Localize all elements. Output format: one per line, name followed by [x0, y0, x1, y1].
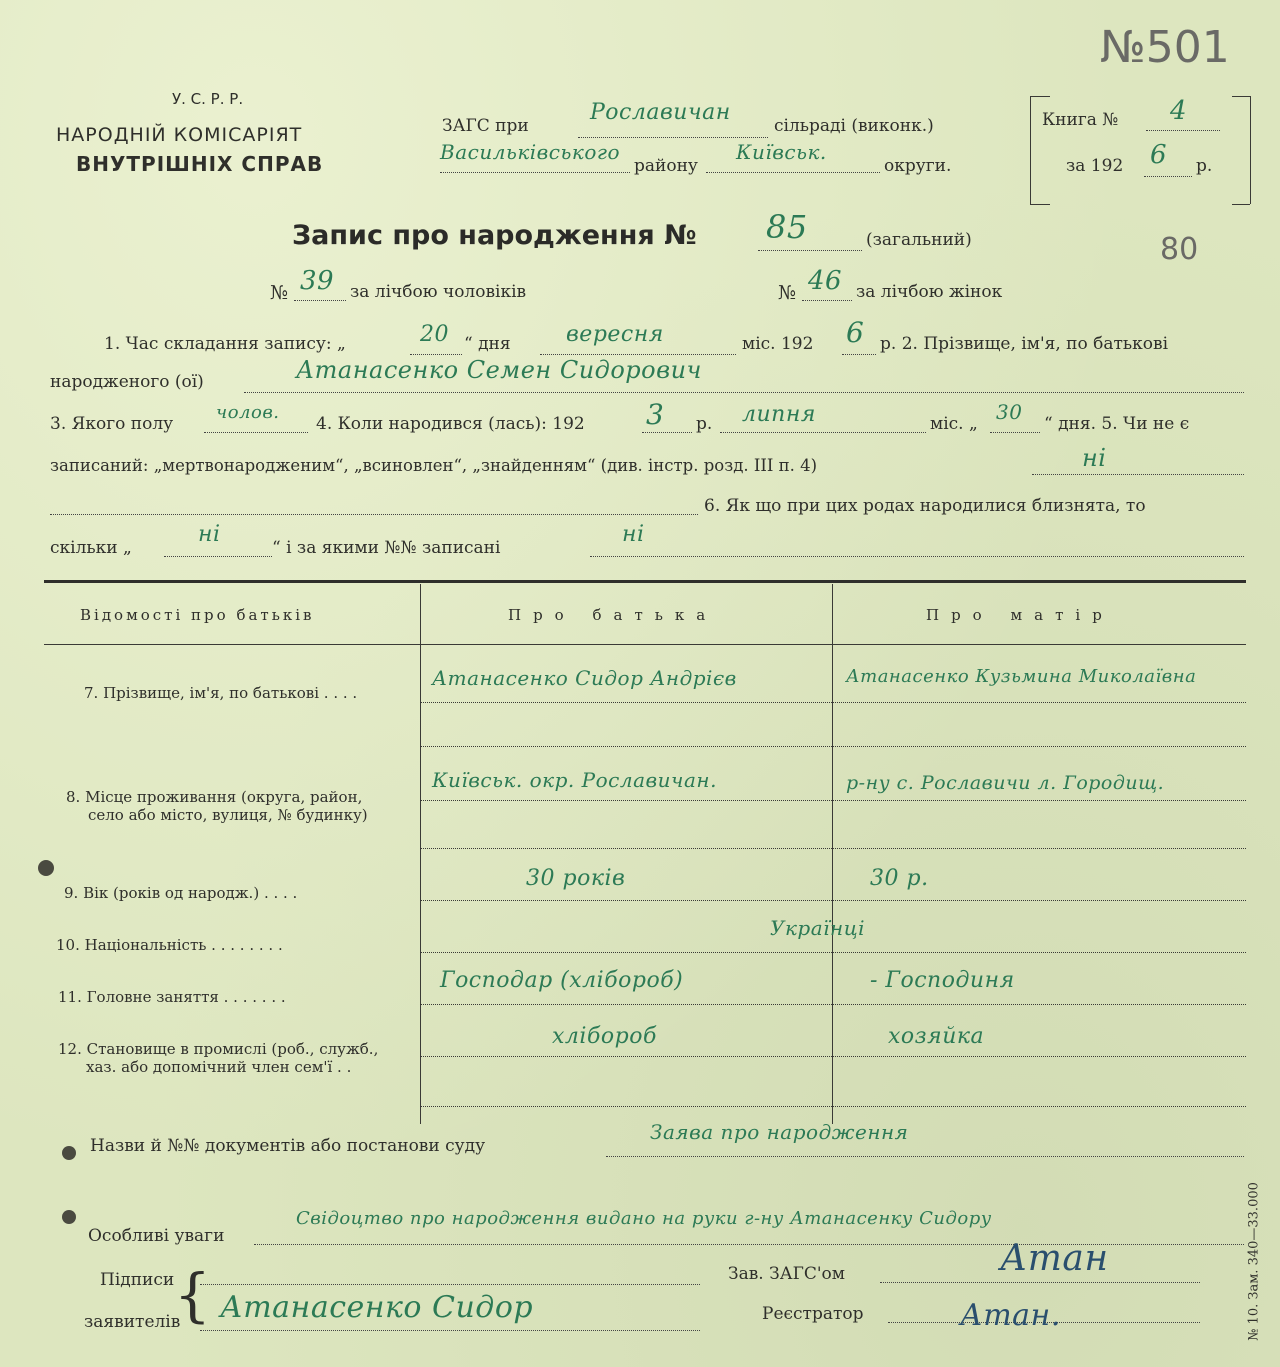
print-order-number: № 10. Зам. 340—33.000: [1246, 1182, 1262, 1341]
punch-hole: [38, 860, 54, 876]
father-occupation: Господар (хлібороб): [440, 968, 684, 993]
zags-okrug-suffix: округи.: [884, 156, 952, 176]
book-year-label: за 192: [1066, 156, 1124, 176]
field-1-label: 1. Час складання запису: „: [104, 334, 346, 354]
head-zags-signature: Атан: [1000, 1238, 1109, 1279]
row-8-label: 8. Місце проживання (округа, район,: [66, 788, 363, 806]
men-label: за лічбою чоловіків: [350, 282, 527, 302]
zags-okrug: Київськ.: [736, 140, 827, 164]
zags-village-suffix: сільраді (виконк.): [774, 116, 934, 136]
birth-year: 3: [646, 398, 665, 431]
men-no-prefix: №: [270, 282, 288, 304]
field-2-label: р. 2. Прізвище, ім'я, по батькові: [880, 334, 1169, 354]
signatures-label: Підписи: [100, 1270, 175, 1290]
applicants-label: заявителів: [84, 1312, 181, 1332]
child-sex: чолов.: [216, 402, 280, 423]
row-12-label-2: хаз. або допомічний член сем'ї . .: [86, 1058, 352, 1076]
zags-district: Васильківського: [440, 140, 621, 164]
father-name: Атанасенко Сидор Андрієв: [432, 666, 737, 690]
field-1-day-suffix: “ дня: [464, 334, 511, 354]
field-2-sub: народженого (ої): [50, 372, 204, 392]
book-label: Книга №: [1042, 110, 1119, 130]
signature-brace: {: [174, 1261, 211, 1329]
notes-value: Свідоцтво про народження видано на руки г-ну Атанасенку Сидору: [296, 1208, 992, 1229]
field-4-label: 4. Коли народився (лась): 192: [316, 414, 585, 434]
field-4-month-suffix: міс. „: [930, 414, 978, 434]
field-6-nums-label: “ і за якими №№ записані: [272, 538, 501, 558]
row-11-label: 11. Головне заняття . . . . . . .: [58, 988, 286, 1006]
book-year: 6: [1150, 140, 1168, 170]
row-9-label: 9. Вік (років од народж.) . . . .: [64, 884, 298, 902]
field-1-month-suffix: міс. 192: [742, 334, 814, 354]
zags-district-suffix: району: [634, 156, 698, 176]
child-name: Атанасенко Семен Сидорович: [296, 356, 702, 384]
mother-age: 30 р.: [870, 866, 929, 891]
field-5-label: “ дня. 5. Чи не є: [1044, 414, 1190, 434]
women-count: 46: [808, 266, 843, 296]
mother-occupation: - Господиня: [870, 968, 1015, 993]
col-parents-info: Відомості про батьків: [80, 606, 315, 624]
documents-value: Заява про народження: [650, 1120, 909, 1144]
book-number: 4: [1170, 96, 1188, 126]
field-3-label: 3. Якого полу: [50, 414, 174, 434]
father-position: хлібороб: [552, 1024, 657, 1049]
field-5-answer: ні: [1082, 444, 1107, 472]
head-zags-label: Зав. ЗАГС'ом: [728, 1264, 845, 1284]
row-8-label-2: село або місто, вулиця, № будинку): [88, 806, 368, 824]
punch-hole: [62, 1210, 76, 1224]
mother-position: хозяйка: [888, 1024, 985, 1049]
zags-prefix: ЗАГС при: [442, 116, 529, 136]
record-day: 20: [420, 322, 449, 347]
documents-label: Назви й №№ документів або постанови суду: [90, 1136, 486, 1156]
women-no-prefix: №: [778, 282, 796, 304]
registrar-signature: Атан.: [960, 1298, 1061, 1333]
men-count: 39: [300, 266, 335, 296]
father-residence: Київськ. окр. Рославичан.: [432, 768, 717, 792]
twins-numbers: ні: [622, 522, 645, 547]
punch-hole: [62, 1146, 76, 1160]
mother-name: Атанасенко Кузьмина Миколаївна: [846, 666, 1197, 687]
ussr-label: У. С. Р. Р.: [172, 90, 244, 108]
archive-number: №501: [1100, 22, 1230, 73]
record-title: Запис про народження №: [292, 220, 697, 251]
field-6-count-label: скільки „: [50, 538, 132, 558]
archive-small-number: 80: [1160, 232, 1199, 267]
row-7-label: 7. Прізвище, ім'я, по батькові . . . .: [84, 684, 358, 702]
field-4-year-suffix: р.: [696, 414, 713, 434]
record-number: 85: [766, 208, 808, 246]
father-age: 30 років: [526, 866, 626, 891]
mother-residence: р-ну с. Рославичи л. Городищ.: [846, 772, 1165, 794]
twins-count: ні: [198, 522, 221, 547]
col-mother: Про матір: [926, 606, 1114, 624]
birth-day: 30: [996, 400, 1023, 424]
notes-label: Особливі уваги: [88, 1226, 225, 1246]
internal-affairs-label: ВНУТРІШНІХ СПРАВ: [76, 152, 324, 176]
registrar-label: Реєстратор: [762, 1304, 864, 1324]
commissariat-label: НАРОДНІЙ КОМІСАРІЯТ: [56, 124, 303, 146]
record-general: (загальний): [866, 230, 972, 250]
record-month: вересня: [566, 322, 664, 347]
row-12-label: 12. Становище в промислі (роб., служб.,: [58, 1040, 379, 1058]
field-5-text: записаний: „мертвонародженим“, „всиновлен“, „знайденням“ (див. інстр. розд. III п. 4): [50, 456, 818, 475]
birth-month: липня: [742, 402, 816, 427]
zags-village: Рославичан: [590, 100, 731, 125]
nationality: Українці: [770, 916, 866, 940]
book-year-suffix: р.: [1196, 156, 1213, 176]
women-label: за лічбою жінок: [856, 282, 1003, 302]
col-father: Про батька: [508, 606, 718, 624]
record-year: 6: [846, 316, 865, 349]
row-10-label: 10. Національність . . . . . . . .: [56, 936, 283, 954]
field-6-label: 6. Як що при цих родах народилися близнята, то: [704, 496, 1146, 516]
applicant-signature: Атанасенко Сидор: [220, 1290, 534, 1325]
